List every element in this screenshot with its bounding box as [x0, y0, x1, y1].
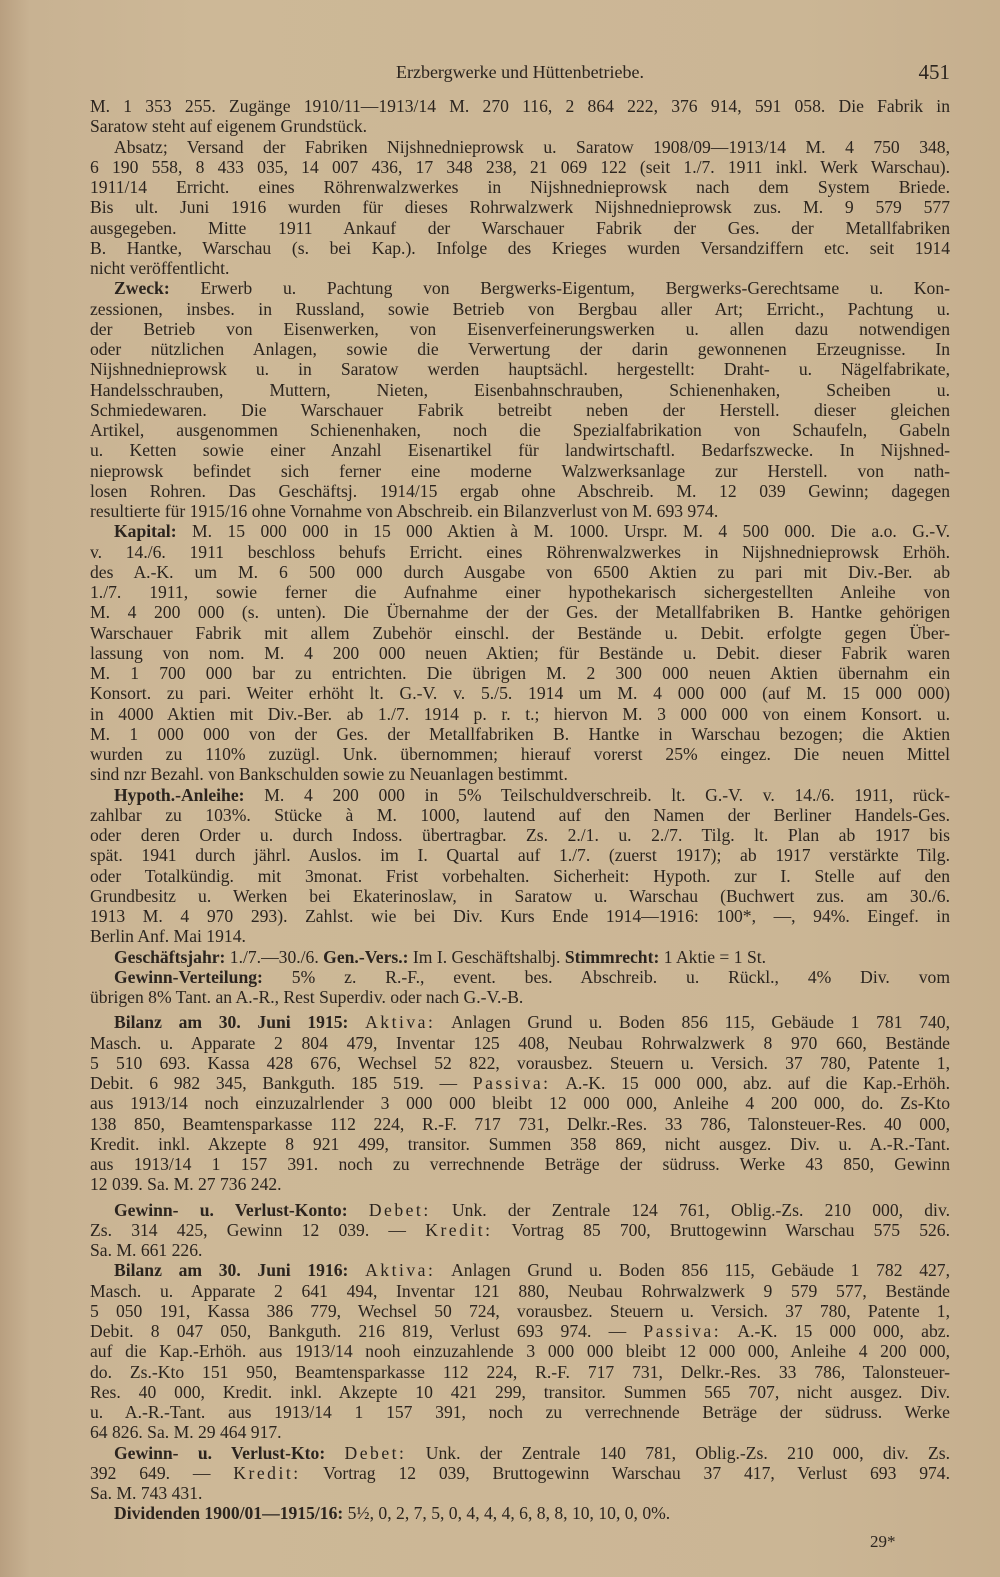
- text-run: 5 050 191, Kassa 386 779, Wechsel 50 724, vorausbez. Steuern u. Versich. 37 780, Patente 1,: [90, 1300, 950, 1321]
- text-line: [90, 744, 950, 764]
- text-line: [90, 1053, 950, 1073]
- text-run: auf die Kap.-Erhöh. aus 1913/14 nooh einzuzahlende 3 000 000 bleibt 12 000 000, Anleihe 4 200 000,: [90, 1341, 950, 1362]
- section-label: Gen.-Vers.:: [323, 946, 409, 967]
- text-run: in 4000 Aktien mit Div.-Ber. ab 1./7. 1914 p. r. t.; hiervon M. 3 000 000 von einem Konsort. u.: [90, 703, 950, 724]
- text-line: [90, 1443, 950, 1463]
- text-line: [90, 1362, 950, 1382]
- text-run: Res. 40 000, Kredit. inkl. Akzepte 10 421 299, transitor. Summen 565 707, nicht ausgez. Div.: [90, 1381, 950, 1402]
- text-line: [90, 683, 950, 703]
- text-line: [90, 157, 950, 177]
- text-line: [90, 461, 950, 481]
- text-line: [90, 663, 950, 683]
- text-run: v. 14./6. 1911 beschloss behufs Erricht. eines Röhrenwalzwerkes in Nijshnednieprowsk Erhöh.: [90, 541, 950, 562]
- text-run: 12 039. Sa. M. 27 736 242.: [90, 1174, 282, 1195]
- page-number: 451: [918, 60, 950, 84]
- text-run: M. 15 000 000 in 15 000 Aktien à M. 1000. Urspr. M. 4 500 000. Die a.o. G.-V.: [176, 521, 950, 542]
- text-line: [90, 947, 950, 967]
- text-run: A.-K. 15 000 000, abz. auf die Kap.-Erhöh.: [550, 1073, 950, 1093]
- text-line: [90, 1422, 950, 1442]
- text-line: [90, 643, 950, 663]
- text-line: [90, 481, 950, 501]
- text-line: [90, 1154, 950, 1174]
- text-line: [90, 926, 950, 946]
- text-line: [90, 1463, 950, 1483]
- text-line: [90, 1012, 950, 1032]
- paragraph: [90, 1503, 950, 1523]
- text-run: Debit. 8 047 050, Bankguth. 216 819, Verlust 693 974. —: [90, 1321, 644, 1341]
- text-run: 5½, 0, 2, 7, 5, 0, 4, 4, 4, 6, 8, 8, 10, 10, 0, 0%.: [343, 1503, 671, 1524]
- text-run: Sa. M. 743 431.: [90, 1483, 203, 1503]
- text-run: Anlagen Grund u. Boden 856 115, Gebäude 1 781 740,: [435, 1012, 950, 1033]
- text-run: wurden zu 110% zuzügl. Unk. übernommen; hierauf vorerst 25% eingez. Die neuen Mittel: [90, 744, 950, 764]
- text-run: ausgegeben. Mitte 1911 Ankauf der Warschauer Fabrik der Ges. der Metallfabriken: [90, 217, 950, 238]
- text-run: 1./7.—30./6.: [225, 946, 324, 967]
- text-line: [90, 258, 950, 278]
- text-run: Berlin Anf. Mai 1914.: [90, 926, 246, 947]
- text-line: [90, 521, 950, 541]
- text-run: Absatz; Versand der Fabriken Nijshnednieprowsk u. Saratow 1908/09—1913/14 M. 4 750 348,: [114, 136, 950, 157]
- text-run: [325, 1443, 344, 1463]
- text-line: [90, 987, 950, 1007]
- text-run: des A.-K. um M. 6 500 000 durch Ausgabe von 6500 Aktien zu pari mit Div.-Ber. ab: [90, 561, 950, 582]
- text-line: [90, 1281, 950, 1301]
- spaced-term: Debet:: [368, 1199, 431, 1220]
- text-run: nieprowsk befindet sich ferner eine moderne Walzwerksanlage zur Herstell. von nath-: [90, 460, 950, 481]
- text-line: [90, 542, 950, 562]
- text-run: Nijshnednieprowsk u. in Saratow werden hauptsächl. hergestellt: Draht- u. Nägelfabrikate,: [90, 359, 950, 380]
- text-run: resultierte für 1915/16 ohne Vornahme von Abschreib. ein Bilanzverlust von M. 693 974.: [90, 501, 719, 521]
- text-run: 1911/14 Erricht. eines Röhrenwalzwerkes in Nijshnednieprowsk nach dem System Briede.: [90, 177, 950, 197]
- section-label: Bilanz am 30. Juni 1915:: [114, 1012, 349, 1033]
- text-run: Sa. M. 661 226.: [90, 1240, 203, 1260]
- text-line: [90, 278, 950, 298]
- text-line: [90, 137, 950, 157]
- text-line: [90, 319, 950, 339]
- text-run: Debit. 6 982 345, Bankguth. 185 519. —: [90, 1073, 473, 1093]
- text-line: [90, 501, 950, 521]
- text-run: 5 510 693. Kassa 428 676, Wechsel 52 822, vorausbez. Steuern u. Versich. 37 780, Patente 1,: [90, 1052, 950, 1073]
- text-run: 1913 M. 4 970 293). Zahlst. wie bei Div. Kurs Ende 1914—1916: 100*, —, 94%. Eingef. in: [90, 906, 950, 926]
- text-run: zahlbar zu 103%. Stücke à M. 1000, lautend auf den Namen der Berliner Handels-Ges.: [90, 804, 950, 825]
- text-run: 392 649. —: [90, 1462, 234, 1483]
- text-line: [90, 1382, 950, 1402]
- text-line: [90, 1402, 950, 1422]
- text-run: Im I. Geschäftshalbj.: [408, 946, 565, 967]
- text-line: [90, 116, 950, 136]
- text-line: [90, 785, 950, 805]
- spaced-term: Aktiva:: [365, 1012, 436, 1033]
- spaced-term: Debet:: [344, 1442, 407, 1463]
- text-run: Zs. 314 425, Gewinn 12 039. —: [90, 1219, 426, 1240]
- body-text: [90, 96, 950, 1524]
- text-line: [90, 420, 950, 440]
- text-line: [90, 967, 950, 987]
- text-line: [90, 1200, 950, 1220]
- text-run: Erwerb u. Pachtung von Bergwerks-Eigentum, Bergwerks-Gerechtsame u. Kon-: [169, 278, 950, 299]
- paragraph: [90, 137, 950, 279]
- text-line: [90, 1073, 950, 1093]
- text-run: M. 4 200 000 in 5% Teilschuldverschreib. lt. G.-V. v. 14./6. 1911, rück-: [244, 784, 950, 805]
- text-run: [348, 1260, 365, 1280]
- text-line: [90, 886, 950, 906]
- text-run: aus 1913/14 noch einzuzalrlender 3 000 000 bleibt 12 000 000, Anleihe 4 200 000, do. Zs-Kto: [90, 1093, 950, 1114]
- text-run: Vortrag 85 700, Bruttogewinn Warschau 575 526.: [492, 1219, 951, 1240]
- text-run: übrigen 8% Tant. an A.-R., Rest Superdiv. oder nach G.-V.-B.: [90, 987, 524, 1007]
- text-run: [348, 1012, 365, 1032]
- text-line: [90, 1483, 950, 1503]
- section-label: Gewinn- u. Verlust-Kto:: [114, 1442, 326, 1463]
- text-run: sind nzr Bezahl. von Bankschulden sowie zu Neuanlagen bestimmt.: [90, 764, 568, 785]
- text-line: [90, 1114, 950, 1134]
- paragraph: [90, 785, 950, 947]
- section-label: Bilanz am 30. Juni 1916:: [114, 1260, 349, 1281]
- text-run: B. Hantke, Warschau (s. bei Kap.). Infolge des Krieges wurden Versandziffern etc. seit 1914: [90, 237, 950, 258]
- text-line: [90, 825, 950, 845]
- text-line: [90, 1033, 950, 1053]
- text-run: Bis ult. Juni 1916 wurden für dieses Rohrwalzwerk Nijshnednieprowsk zus. M. 9 579 577: [90, 197, 950, 218]
- text-run: losen Rohren. Das Geschäftsj. 1914/15 ergab ohne Abschreib. M. 12 039 Gewinn; dagegen: [90, 480, 950, 501]
- text-run: zessionen, insbes. in Russland, sowie Betrieb von Bergbau aller Art; Erricht., Pachtung u.: [90, 298, 950, 319]
- section-label: Zweck:: [114, 278, 170, 299]
- text-line: [90, 380, 950, 400]
- text-run: M. 1 353 255. Zugänge 1910/11—1913/14 M. 270 116, 2 864 222, 376 914, 591 058. Die Fabrik in: [90, 96, 950, 116]
- text-run: Artikel, ausgenommen Schienenhaken, noch die Spezialfabrikation von Schaufeln, Gabeln: [90, 420, 950, 440]
- text-run: Schmiedewaren. Die Warschauer Fabrik betreibt neben der Herstell. dieser gleichen: [90, 399, 950, 420]
- text-line: [90, 1503, 950, 1523]
- text-line: [90, 177, 950, 197]
- text-run: Konsort. zu pari. Weiter erhöht lt. G.-V. v. 5./5. 1914 um M. 4 000 000 (auf M. 15 000 000): [90, 683, 950, 704]
- paragraph: [90, 1012, 950, 1194]
- text-run: [348, 1200, 369, 1220]
- text-run: spät. 1941 durch jährl. Auslos. im I. Quartal auf 1./7. (zuerst 1917); ab 1917 verstärkte Tilg.: [90, 845, 950, 866]
- text-line: [90, 1240, 950, 1260]
- text-line: [90, 562, 950, 582]
- text-run: 6 190 558, 8 433 035, 14 007 436, 17 348 238, 21 069 122 (seit 1./7. 1911 inkl. Werk Warschau).: [90, 156, 950, 177]
- text-run: oder deren Order u. durch Indoss. übertragbar. Zs. 2./1. u. 2./7. Tilg. lt. Plan ab 1917 bis: [90, 825, 950, 845]
- spaced-term: Kredit:: [425, 1219, 493, 1240]
- text-run: Masch. u. Apparate 2 804 479, Inventar 125 408, Neubau Rohrwalzwerk 8 970 660, Bestände: [90, 1032, 950, 1053]
- text-run: 1 Aktie = 1 St.: [659, 946, 767, 967]
- text-run: M. 1 000 000 von der Ges. der Metallfabriken B. Hantke in Warschau bezogen; die Aktien: [90, 723, 950, 744]
- text-run: Kredit. inkl. Akzepte 8 921 499, transitor. Summen 358 869, nicht ausgez. Div. u. A.-R.-Tant.: [90, 1133, 950, 1154]
- signature-mark: 29*: [870, 1532, 896, 1551]
- section-label: Stimmrecht:: [564, 946, 660, 967]
- text-line: [90, 1220, 950, 1240]
- page-header: [90, 62, 950, 88]
- paragraph: [90, 967, 950, 1008]
- text-run: nicht veröffentlicht.: [90, 258, 230, 278]
- running-title: Erzbergwerke und Hüttenbetriebe.: [395, 62, 645, 82]
- text-line: [90, 845, 950, 865]
- text-run: M. 1 700 000 bar zu entrichten. Die übrigen M. 2 300 000 neuen Aktien übernahm ein: [90, 663, 950, 683]
- text-line: [90, 400, 950, 420]
- text-line: [90, 1134, 950, 1154]
- text-run: u. Ketten sowie einer Anzahl Eisenartikel für landwirtschaftl. Bedarfszwecke. In Nijshned-: [90, 440, 950, 461]
- text-run: oder Totalkündig. mit 3monat. Frist vorbehalten. Sicherheit: Hypoth. zur I. Stelle auf den: [90, 865, 950, 886]
- text-line: [90, 299, 950, 319]
- text-run: lassung von nom. M. 4 200 000 neuen Aktien; für Bestände u. Debit. dieser Fabrik waren: [90, 642, 950, 663]
- text-line: [90, 238, 950, 258]
- text-line: [90, 1174, 950, 1194]
- text-run: A.-K. 15 000 000, abz.: [721, 1321, 950, 1341]
- text-line: [90, 602, 950, 622]
- text-run: u. A.-R.-Tant. aus 1913/14 1 157 391, noch zu verrechnende Beträge der südruss. Werke: [90, 1402, 950, 1422]
- paragraph: [90, 1443, 950, 1504]
- text-line: [90, 623, 950, 643]
- section-label: Geschäftsjahr:: [114, 946, 226, 967]
- spaced-term: Passiva:: [643, 1321, 722, 1341]
- section-label: Hypoth.-Anleihe:: [114, 784, 245, 805]
- text-run: M. 4 200 000 (s. unten). Die Übernahme der der Ges. der Metallfabriken B. Hantke gehörigen: [90, 602, 950, 623]
- text-line: [90, 218, 950, 238]
- text-line: [90, 582, 950, 602]
- text-line: [90, 1093, 950, 1113]
- text-line: [90, 197, 950, 217]
- text-run: Masch. u. Apparate 2 641 494, Inventar 121 880, Neubau Rohrwalzwerk 9 579 577, Bestände: [90, 1280, 950, 1301]
- text-line: [90, 906, 950, 926]
- text-line: [90, 764, 950, 784]
- spaced-term: Aktiva:: [365, 1260, 436, 1281]
- text-run: Unk. der Zentrale 124 761, Oblig.-Zs. 210 000, div.: [430, 1199, 950, 1220]
- text-run: Grundbesitz u. Werken bei Ekaterinoslaw, in Saratow u. Warschau (Buchwert zus. am 30./6.: [90, 885, 950, 906]
- section-label: Dividenden 1900/01—1915/16:: [114, 1503, 344, 1524]
- section-label: Gewinn- u. Verlust-Konto:: [114, 1199, 348, 1220]
- text-run: 1./7. 1911, sowie ferner die Aufnahme einer hypothekarisch sichergestellten Anleihe von: [90, 582, 950, 602]
- paragraph: [90, 521, 950, 784]
- text-line: [90, 724, 950, 744]
- text-run: Vortrag 12 039, Bruttogewinn Warschau 37 417, Verlust 693 974.: [300, 1462, 950, 1483]
- text-line: [90, 359, 950, 379]
- section-label: Kapital:: [114, 521, 177, 542]
- paragraph: [90, 1200, 950, 1261]
- text-line: [90, 805, 950, 825]
- text-line: [90, 1301, 950, 1321]
- text-run: aus 1913/14 1 157 391. noch zu verrechnende Beträge der südruss. Werke 43 850, Gewinn: [90, 1154, 950, 1174]
- text-line: [90, 440, 950, 460]
- text-line: [90, 1321, 950, 1341]
- paragraph: [90, 96, 950, 137]
- text-run: do. Zs.-Kto 151 950, Beamtensparkasse 112 224, R.-F. 717 731, Delkr.-Res. 33 786, Talonsteuer-: [90, 1361, 950, 1382]
- text-line: [90, 704, 950, 724]
- text-run: oder nützlichen Anlagen, sowie die Verwertung der darin gewonnenen Erzeugnisse. In: [90, 339, 950, 359]
- text-line: [90, 1341, 950, 1361]
- spaced-term: Passiva:: [472, 1073, 551, 1093]
- paragraph: [90, 947, 950, 967]
- text-run: Anlagen Grund u. Boden 856 115, Gebäude 1 782 427,: [435, 1260, 950, 1281]
- text-run: der Betrieb von Eisenwerken, von Eisenverfeinerungswerken u. allen dazu notwendigen: [90, 318, 950, 339]
- text-line: [90, 1260, 950, 1280]
- text-run: Unk. der Zentrale 140 781, Oblig.-Zs. 210 000, div. Zs.: [406, 1442, 950, 1463]
- spaced-term: Kredit:: [233, 1462, 301, 1483]
- paragraph: [90, 1260, 950, 1442]
- text-run: Saratow steht auf eigenem Grundstück.: [90, 116, 368, 137]
- section-label: Gewinn-Verteilung:: [114, 966, 263, 987]
- text-run: 138 850, Beamtensparkasse 112 224, R.-F. 717 731, Delkr.-Res. 33 786, Talonsteuer-Res. 40 000,: [90, 1113, 950, 1134]
- text-line: [90, 96, 950, 116]
- text-line: [90, 866, 950, 886]
- text-run: Warschauer Fabrik mit allem Zubehör einschl. der Bestände u. Debit. erfolgte gegen Über-: [90, 622, 950, 643]
- text-run: 64 826. Sa. M. 29 464 917.: [90, 1422, 282, 1443]
- text-run: Handelsschrauben, Muttern, Nieten, Eisenbahnschrauben, Schienenhaken, Scheiben u.: [90, 379, 950, 400]
- paragraph: [90, 278, 950, 521]
- text-line: [90, 339, 950, 359]
- text-run: 5% z. R.-F., event. bes. Abschreib. u. Rückl., 4% Div. vom: [262, 966, 950, 987]
